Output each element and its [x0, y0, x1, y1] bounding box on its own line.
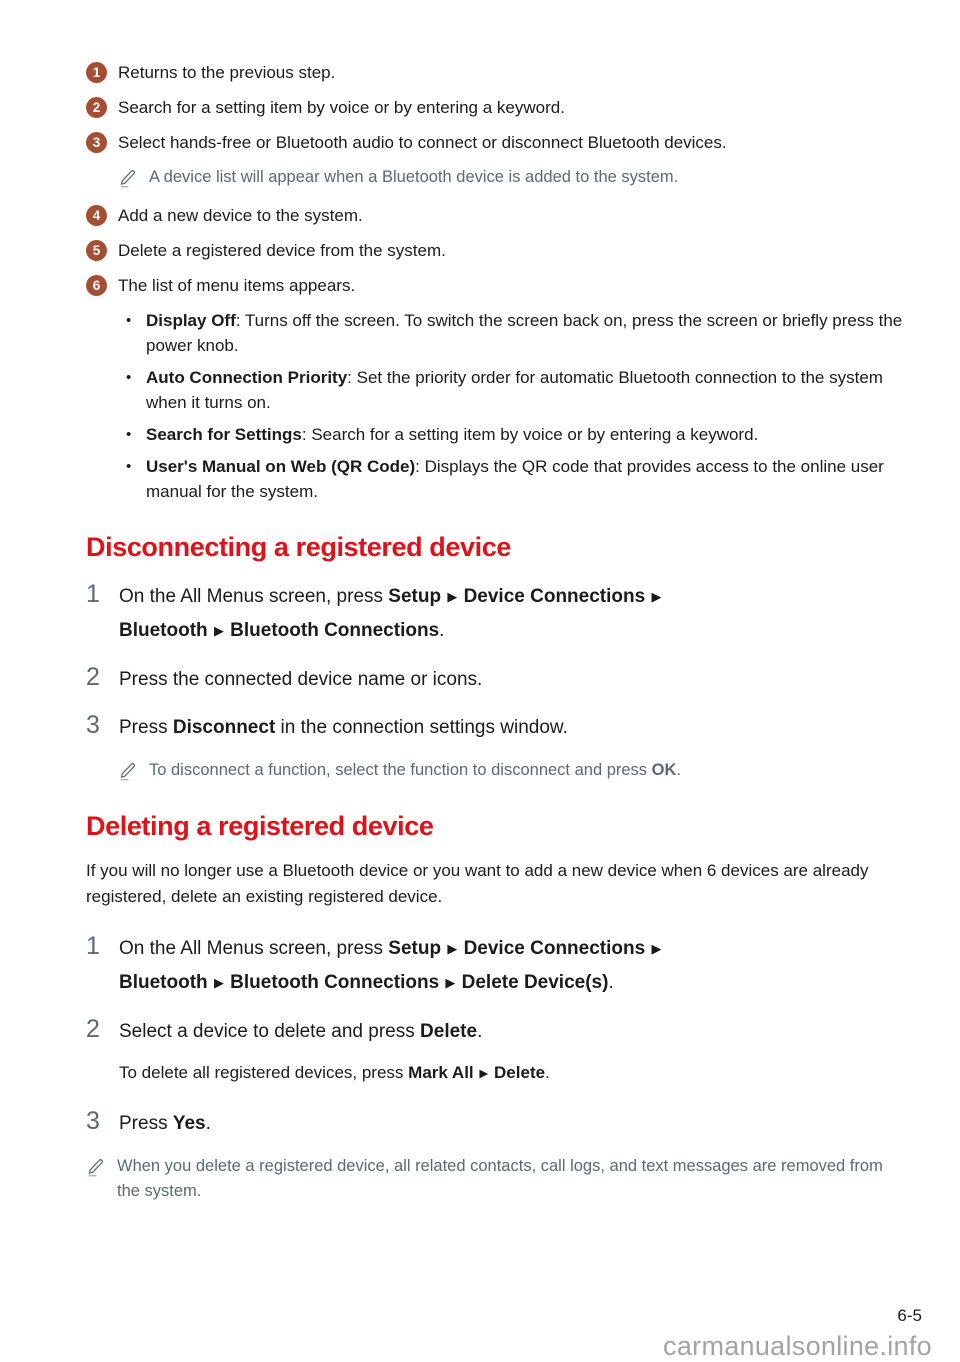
callout-item-2 — [86, 95, 922, 120]
step-3 — [86, 1106, 922, 1140]
note-text: A device list will appear when a Bluetooth device is added to the system. — [149, 168, 679, 186]
pencil-icon — [118, 166, 138, 190]
callout-number-badge: 4 — [86, 205, 107, 226]
step-number: 1 — [86, 580, 100, 608]
callout-item-5 — [86, 238, 922, 263]
section-intro: If you will no longer use a Bluetooth device or you want to add a new device when 6 devices are already registered, delete an existing registered device. — [86, 861, 869, 906]
bullet-auto-connection-priority: • Auto Connection Priority: Set the priority order for automatic Bluetooth connection to the system when it turns on. — [118, 365, 908, 415]
step-text: Press Disconnect in the connection settings window. — [119, 717, 568, 738]
pencil-icon — [86, 1155, 106, 1179]
step-1 — [86, 931, 922, 1000]
step-text: On the All Menus screen, press Setup ▶ Device Connections ▶ Bluetooth ▶ Bluetooth Connections ▶ Delete Device(s). — [119, 938, 662, 993]
step-number: 3 — [86, 1107, 100, 1135]
section-deleting — [86, 811, 922, 1204]
step-number: 2 — [86, 1015, 100, 1043]
note-device-list — [118, 165, 918, 190]
step-2 — [86, 1014, 922, 1048]
callout-number-badge: 5 — [86, 240, 107, 261]
callout-text: Select hands-free or Bluetooth audio to connect or disconnect Bluetooth devices. — [118, 133, 727, 152]
callout-item-1 — [86, 60, 922, 85]
callout-text: Delete a registered device from the system. — [118, 241, 446, 260]
note-text: When you delete a registered device, all related contacts, call logs, and text messages are removed from the system. — [117, 1157, 883, 1200]
note-delete-warning — [86, 1154, 886, 1204]
callout-number-badge: 3 — [86, 132, 107, 153]
pencil-icon — [118, 759, 138, 783]
callout-text: Search for a setting item by voice or by entering a keyword. — [118, 98, 565, 117]
step-text: Press the connected device name or icons. — [119, 669, 483, 690]
callout-item-4 — [86, 203, 922, 228]
bullet-search-for-settings: • Search for Settings: Search for a setting item by voice or by entering a keyword. — [118, 422, 908, 447]
step-number: 3 — [86, 711, 100, 739]
section-heading: Disconnecting a registered device — [86, 532, 511, 562]
watermark: carmanualsonline.info — [663, 1331, 932, 1361]
step-sub-text: To delete all registered devices, press Mark All ▶ Delete. — [119, 1063, 550, 1082]
step-1 — [86, 579, 922, 648]
step-text: On the All Menus screen, press Setup ▶ Device Connections ▶ Bluetooth ▶ Bluetooth Connections. — [119, 586, 662, 641]
bullet-display-off: • Display Off: Turns off the screen. To switch the screen back on, press the screen or briefly press the power knob. — [118, 308, 908, 358]
callout-item-6 — [86, 273, 922, 298]
callout-text: The list of menu items appears. — [118, 276, 356, 295]
step-text: Press Yes. — [119, 1113, 211, 1134]
step-number: 2 — [86, 663, 100, 691]
menu-items-bullet-list — [118, 308, 922, 504]
step-number: 1 — [86, 932, 100, 960]
step-text: Select a device to delete and press Delete. — [119, 1021, 483, 1042]
callout-number-badge: 2 — [86, 97, 107, 118]
callout-list — [86, 60, 922, 504]
callout-number-badge: 1 — [86, 62, 107, 83]
step-3 — [86, 710, 922, 744]
note-disconnect-function — [118, 758, 918, 783]
callout-text: Returns to the previous step. — [118, 63, 336, 82]
callout-number-badge: 6 — [86, 275, 107, 296]
step-2 — [86, 662, 922, 696]
section-heading: Deleting a registered device — [86, 811, 434, 841]
section-disconnecting — [86, 532, 922, 783]
page-number: 6-5 — [897, 1306, 922, 1325]
note-text: To disconnect a function, select the function to disconnect and press OK. — [149, 761, 681, 779]
callout-item-3 — [86, 130, 922, 155]
callout-text: Add a new device to the system. — [118, 206, 363, 225]
bullet-users-manual-qr: • User's Manual on Web (QR Code): Displays the QR code that provides access to the online user manual for the system. — [118, 454, 908, 504]
